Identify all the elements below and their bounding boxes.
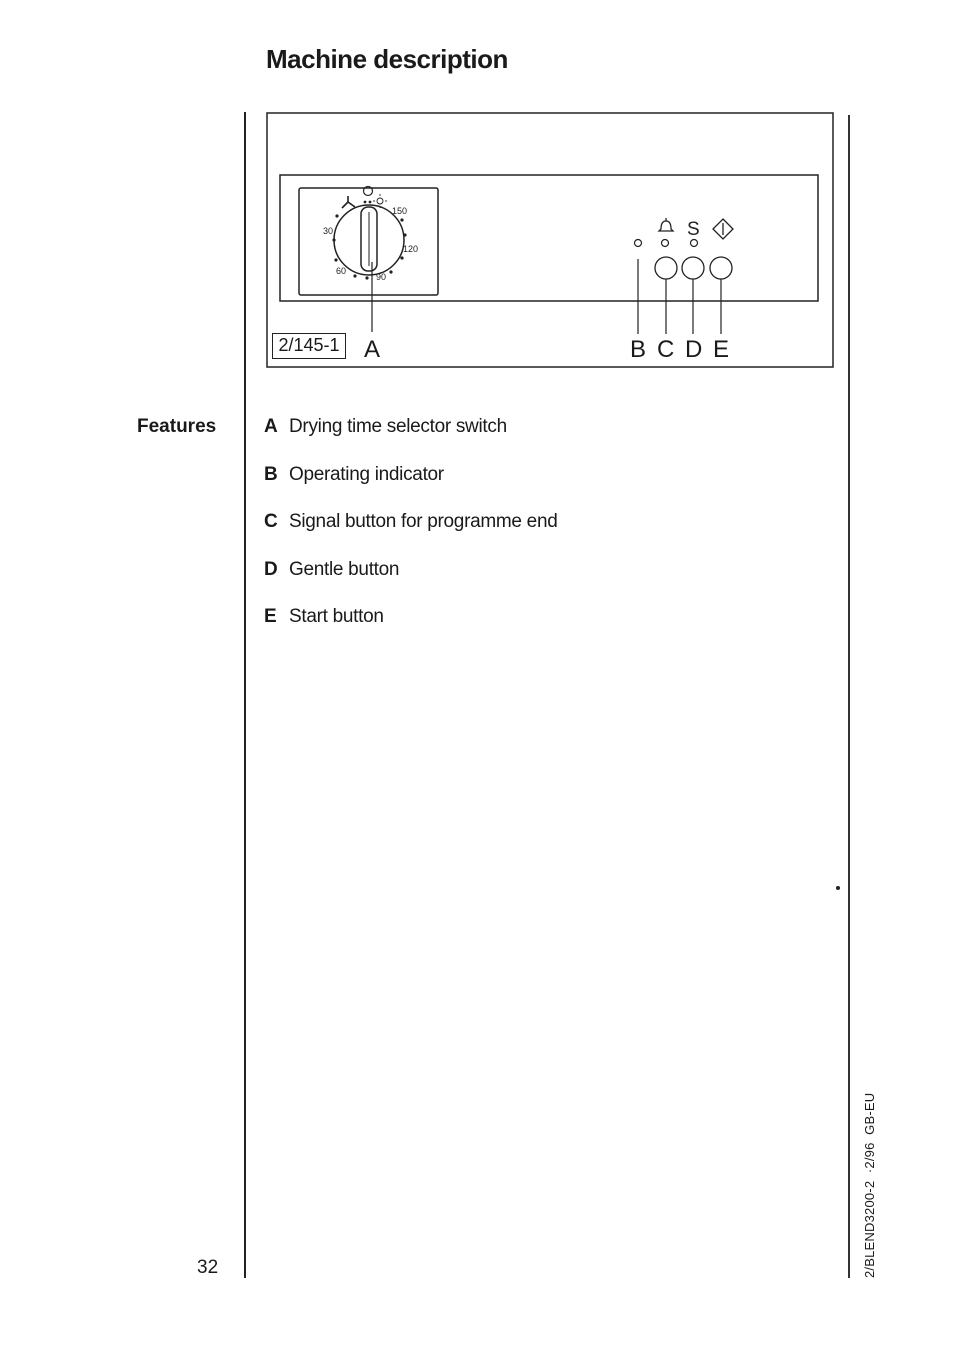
operating-indicator-lamp	[635, 240, 642, 247]
feature-key: D	[264, 558, 278, 580]
document-code: 2/BLEND3200-2 ·2/96 GB-EU	[862, 1092, 877, 1278]
callout-c: C	[657, 336, 675, 363]
gentle-button-drawing	[682, 257, 704, 279]
drying-time-dial	[323, 187, 418, 283]
page-number: 32	[197, 1257, 219, 1278]
feature-label: Start button	[289, 606, 384, 628]
dial-mark-60: 60	[336, 266, 347, 276]
dial-mark-150: 150	[392, 206, 408, 216]
feature-key: A	[264, 416, 278, 437]
callout-b: B	[630, 336, 647, 363]
scan-speck	[836, 886, 840, 890]
list-item	[264, 606, 557, 654]
figure-id: 2/145-1	[272, 333, 346, 359]
start-button-drawing	[710, 257, 732, 279]
left-margin-rule	[244, 112, 246, 1278]
control-panel-diagram	[266, 112, 834, 370]
page-title: Machine description	[266, 44, 508, 74]
feature-key: C	[264, 511, 278, 533]
feature-label: Signal button for programme end	[289, 511, 558, 533]
start-diamond-icon	[713, 219, 733, 239]
feature-key: B	[264, 463, 278, 485]
right-margin-rule	[848, 115, 850, 1278]
diagram-frame	[267, 113, 833, 367]
cool-down-icon	[342, 196, 355, 208]
dial-mark-120: 120	[403, 244, 419, 254]
callout-e: E	[713, 336, 730, 363]
signal-button-drawing	[655, 257, 677, 279]
dial-mark-30: 30	[323, 226, 334, 236]
features-heading: Features	[137, 416, 217, 437]
gentle-symbol: S	[687, 219, 700, 240]
features-list	[264, 416, 557, 654]
feature-key: E	[264, 606, 277, 628]
list-item	[264, 416, 557, 464]
list-item	[264, 559, 557, 607]
feature-label: Drying time selector switch	[289, 416, 507, 437]
dial-mark-90: 90	[376, 272, 387, 282]
feature-label: Gentle button	[289, 558, 400, 580]
list-item	[264, 511, 557, 559]
bell-icon	[659, 218, 673, 231]
list-item	[264, 464, 557, 512]
callout-d: D	[685, 336, 703, 363]
feature-label: Operating indicator	[289, 463, 444, 485]
callout-a: A	[364, 336, 381, 363]
